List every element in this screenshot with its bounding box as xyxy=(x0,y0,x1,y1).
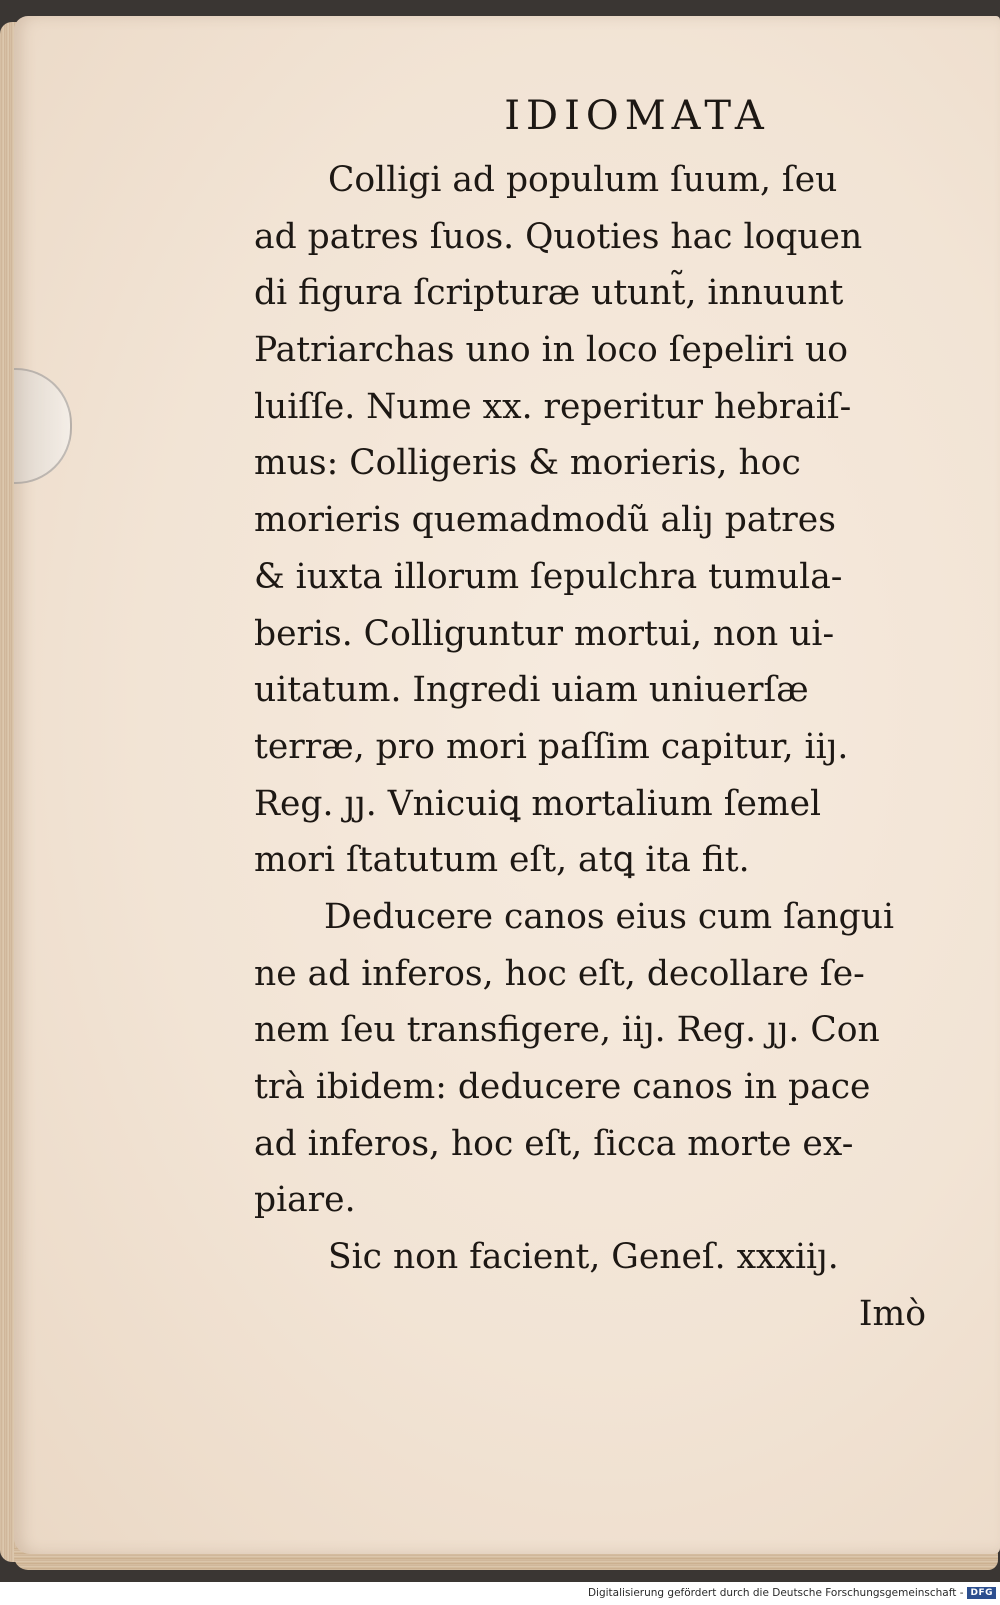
page-text-block xyxy=(254,90,950,1342)
text-line: & iuxta illorum ſepulchra tumula- xyxy=(254,556,843,597)
text-line: Colligi ad populum ſuum, ſeu xyxy=(328,160,838,200)
text-line: Patriarchas uno in loco ſepeliri uo xyxy=(254,330,848,371)
digitization-credit xyxy=(588,1585,996,1601)
text-line: Reg. ȷȷ. Vnicuiꝗ mortalium ſemel xyxy=(254,783,822,824)
text-line: piare. xyxy=(254,1180,356,1221)
text-line: mori ſtatutum eſt, atꝗ ita fit. xyxy=(254,840,750,881)
page-clip xyxy=(14,368,72,484)
text-line: beris. Colliguntur mortui, non ui- xyxy=(254,613,835,654)
text-line: ad patres ſuos. Quoties hac loquen xyxy=(254,216,863,257)
text-line: ad inferos, hoc eſt, ſicca morte ex- xyxy=(254,1123,854,1164)
text-line: di figura ſcripturæ utunt̃, innuunt xyxy=(254,273,844,314)
text-line: mus: Colligeris & morieris, hoc xyxy=(254,443,801,484)
catchword: Imò xyxy=(858,1293,926,1334)
text-line: trà ibidem: deducere canos in pace xyxy=(254,1067,871,1107)
dfg-logo: DFG xyxy=(967,1587,996,1599)
text-line: nem ſeu transfigere, iiȷ. Reg. ȷȷ. Con xyxy=(254,1010,880,1051)
text-line: uitatum. Ingredi uiam uniuerſæ xyxy=(254,670,809,711)
text-line: terræ, pro mori paſſim capitur, iiȷ. xyxy=(254,726,849,767)
text-line: Sic non facient, Geneſ. xxxiiȷ. xyxy=(328,1237,839,1278)
text-line: Deducere canos eius cum ſangui xyxy=(324,896,895,937)
text-line: ne ad inferos, hoc eſt, decollare ſe- xyxy=(254,953,865,994)
text-line: morieris quemadmodũ aliȷ patres xyxy=(254,500,836,541)
text-line: luiſſe. Nume xx. reperitur hebraiſ- xyxy=(254,386,852,427)
running-head: IDIOMATA xyxy=(504,93,770,139)
credit-text: Digitalisierung gefördert durch die Deutsche Forschungsgemeinschaft - xyxy=(587,1587,964,1599)
